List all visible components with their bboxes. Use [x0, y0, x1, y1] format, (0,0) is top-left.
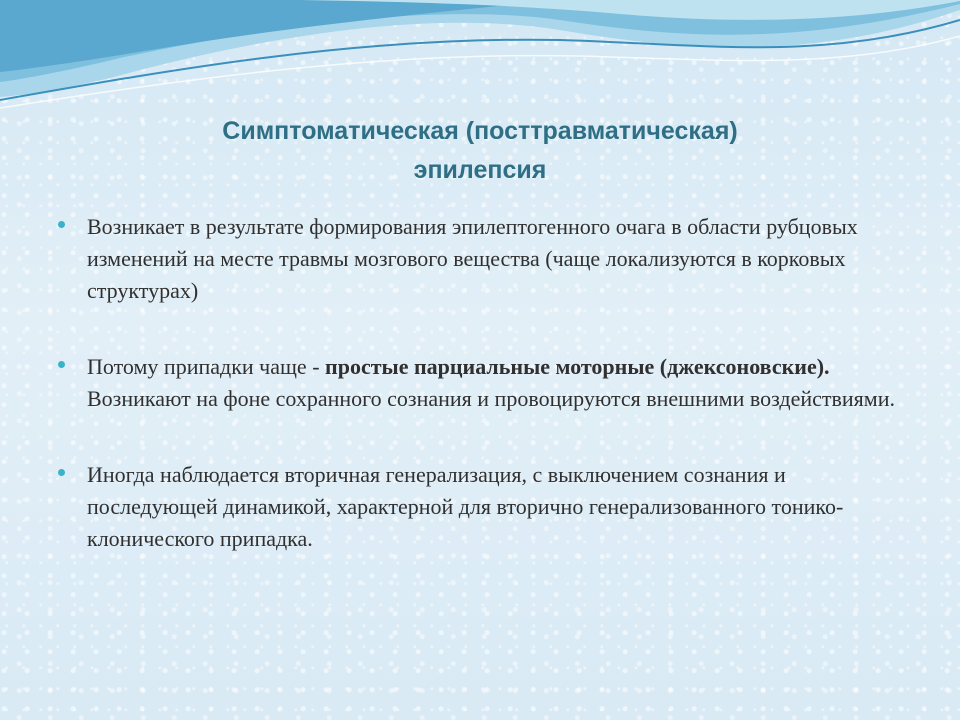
bullet-dot-icon — [58, 361, 65, 368]
bullet-text-bold: простые парциальные моторные (джексоновские). — [325, 354, 830, 379]
bullet-item — [58, 211, 908, 307]
bullet-item — [58, 351, 908, 415]
bullet-item — [58, 459, 908, 555]
title-line-1: Симптоматическая (посттравматическая) — [222, 117, 738, 145]
bullet-dot-icon — [58, 221, 65, 228]
bullet-dot-icon — [58, 469, 65, 476]
slide-title — [70, 112, 890, 190]
bullet-list — [58, 211, 908, 555]
wave-decoration — [0, 0, 960, 120]
bullet-text: Возникает в результате формирования эпилептогенного очага в области рубцовых изменений на месте травмы мозгового вещества (чаще локализуются в корковых структурах) — [87, 214, 858, 303]
bullet-text-before: Потому припадки чаще - — [87, 354, 326, 379]
title-line-2: эпилепсия — [413, 156, 547, 184]
bullet-text-after: Возникают на фоне сохранного сознания и провоцируются внешними воздействиями. — [87, 386, 895, 411]
bullet-text: Иногда наблюдается вторичная генерализация, с выключением сознания и последующей динамикой, характерной для вторично генерализованного тонико-клонического припадка. — [87, 462, 844, 551]
